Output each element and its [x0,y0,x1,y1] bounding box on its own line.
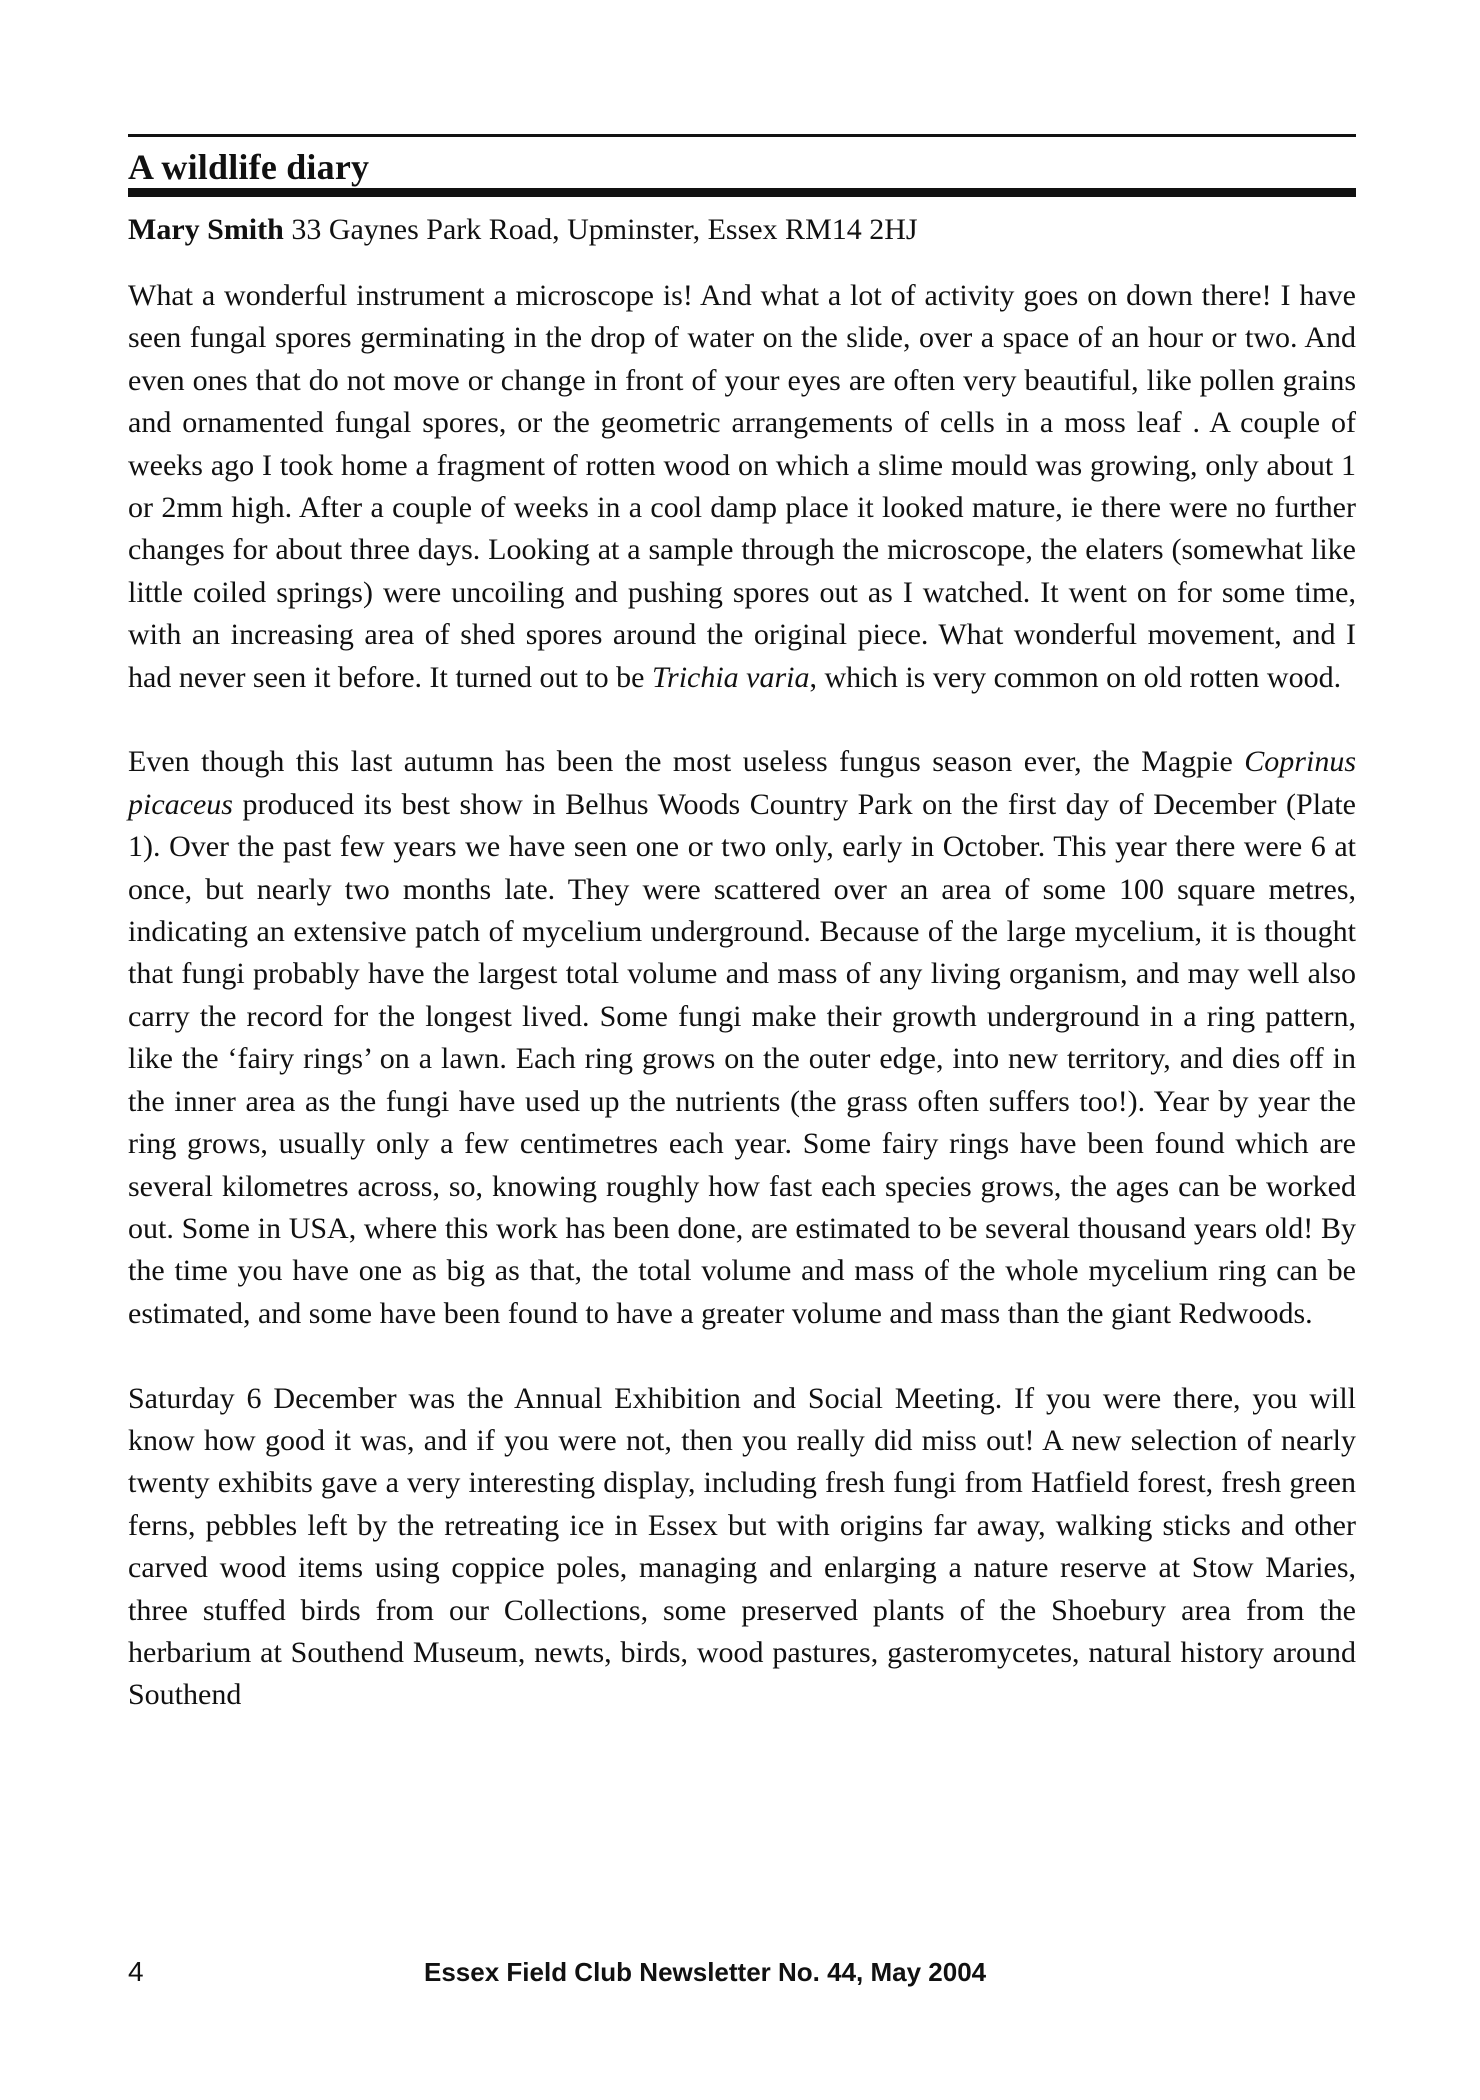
species-name: Trichia varia [651,660,810,694]
author-line [128,211,1356,249]
paragraph-microscope-end: , which is very common on old rotten wood. [809,660,1342,694]
paragraph-microscope [128,275,1356,699]
paragraph-magpie-fungus-end: produced its best show in Belhus Woods Country Park on the first day of December (Plate 1). Over the past few years we have seen one or two only, early in October. This year there were 6 at once, but nearly two months late. They were scattered over an area of some 100 square metres, indicating an extensive patch of mycelium underground. Because of the large mycelium, it is thought that fungi probably have the largest total volume and mass of any living organism, and may well also carry the record for the longest lived. Some fungi make their growth underground in a ring pattern, like the ‘fairy rings’ on a lawn. Each ring grows on the outer edge, into new territory, and dies off in the inner area as the fungi have used up the nutrients (the grass often suffers too!). Year by year the ring grows, usually only a few centimetres each year. Some fairy rings have been found which are several kilometres across, so, knowing roughly how fast each species grows, the ages can be worked out. Some in USA, where this work has been done, are estimated to be several thousand years old! By the time you have one as big as that, the total volume and mass of the whole mycelium ring can be estimated, and some have been found to have a greater volume and mass than the giant Redwoods. [128,787,1356,1330]
paragraph-magpie-fungus [128,741,1356,1335]
newsletter-title: Essex Field Club Newsletter No. 44, May 2004 [424,1957,987,1987]
article-body [128,275,1356,1717]
species-name: Coprinus picaceus [128,745,1356,821]
article-title: A wildlife diary [128,147,370,187]
article [128,134,1356,1717]
paragraph-annual-exhibition: Saturday 6 December was the Annual Exhibition and Social Meeting. If you were there, you will know how good it was, and if you were not, then you really did miss out! A new selection of nearly twenty exhibits gave a very interesting display, including fresh fungi from Hatfield forest, fresh green ferns, pebbles left by the retreating ice in Essex but with origins far away, walking sticks and other carved wood items using coppice poles, managing and enlarging a nature reserve at Stow Maries, three stuffed birds from our Collections, some preserved plants of the Shoebury area from the herbarium at Southend Museum, newts, birds, wood pastures, gasteromycetes, natural history around Southend [128,1381,1356,1712]
author-name: Mary Smith [128,213,284,246]
paragraph-magpie-fungus-text: Even though this last autumn has been the most useless fungus season ever, the Magpie [128,745,1245,779]
paragraph-microscope-text: What a wonderful instrument a microscope is! And what a lot of activity goes on down there! I have seen fungal spores germinating in the drop of water on the slide, over a space of an hour or two. And even ones that do not move or change in front of your eyes are often very beautiful, like pollen grains and ornamented fungal spores, or the geometric arrangements of cells in a moss leaf . A couple of weeks ago I took home a fragment of rotten wood on which a slime mould was growing, only about 1 or 2mm high. After a couple of weeks in a cool damp place it looked mature, ie there were no further changes for about three days. Looking at a sample through the microscope, the elaters (somewhat like little coiled springs) were uncoiling and pushing spores out as I watched. It went on for some time, with an increasing area of shed spores around the original piece. What wonderful movement, and I had never seen it before. It turned out to be [128,279,1356,694]
title-top-rule [128,134,1356,137]
title-bottom-rule [128,188,1356,197]
page-number: 4 [128,1956,144,1987]
page-footer [128,1954,1356,1994]
author-address: 33 Gaynes Park Road, Upminster, Essex RM14 2HJ [283,213,918,246]
